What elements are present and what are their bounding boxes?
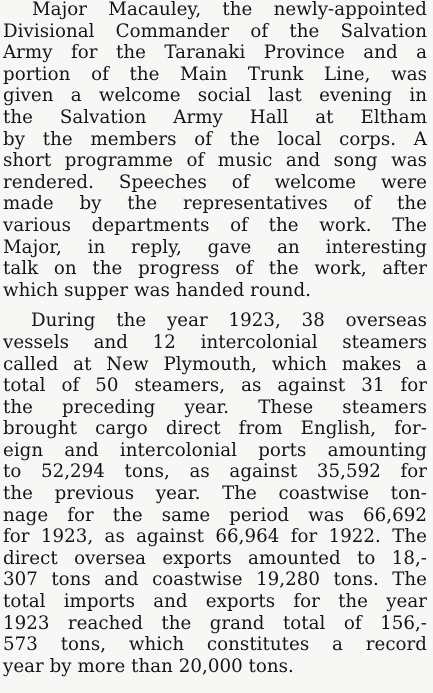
article-line: short programme of music and song was <box>3 150 427 172</box>
article-line: nage for the same period was 66,692 <box>3 504 427 526</box>
article-new-plymouth-shipping <box>3 310 427 677</box>
article-line: total imports and exports for the year <box>3 591 427 613</box>
article-line: Major Macauley, the newly-appointed <box>32 0 427 20</box>
article-line: the Salvation Army Hall at Eltham <box>3 106 427 128</box>
article-line: for 1923, as against 66,964 for 1922. The <box>3 526 427 548</box>
article-line: brought cargo direct from English, for- <box>3 418 427 440</box>
article-line: various departments of the work. The <box>3 214 427 236</box>
article-line: portion of the Main Trunk Line, was <box>3 63 427 85</box>
article-line: the preceding year. These steamers <box>3 396 427 418</box>
article-line: which supper was handed round. <box>3 279 311 301</box>
article-line: the previous year. The coastwise ton- <box>3 483 427 505</box>
article-line: 307 tons and coastwise 19,280 tons. The <box>3 569 427 591</box>
article-major-macauley <box>3 0 427 301</box>
article-line: given a welcome social last evening in <box>3 85 427 107</box>
article-line: 1923 reached the grand total of 156,- <box>3 612 427 634</box>
article-line: Major, in reply, gave an interesting <box>3 236 427 258</box>
article-line: year by more than 20,000 tons. <box>3 655 294 677</box>
article-line: vessels and 12 intercolonial steamers <box>3 331 427 353</box>
article-line: total of 50 steamers, as against 31 for <box>3 375 427 397</box>
article-line: made by the representatives of the <box>3 193 427 215</box>
article-line: by the members of the local corps. A <box>3 128 427 150</box>
article-line: Army for the Taranaki Province and a <box>3 42 427 64</box>
article-line: Divisional Commander of the Salvation <box>3 20 427 42</box>
article-separator <box>3 301 427 310</box>
article-line: eign and intercolonial ports amounting <box>3 439 427 461</box>
article-line: 573 tons, which constitutes a record <box>3 634 427 656</box>
article-line: During the year 1923, 38 overseas <box>31 310 427 332</box>
article-line: direct oversea exports amounted to 18,- <box>3 547 427 569</box>
article-line: talk on the progress of the work, after <box>3 258 427 280</box>
article-line: to 52,294 tons, as against 35,592 for <box>3 461 427 483</box>
article-line: rendered. Speeches of welcome were <box>3 171 427 193</box>
article-line: called at New Plymouth, which makes a <box>3 353 427 375</box>
